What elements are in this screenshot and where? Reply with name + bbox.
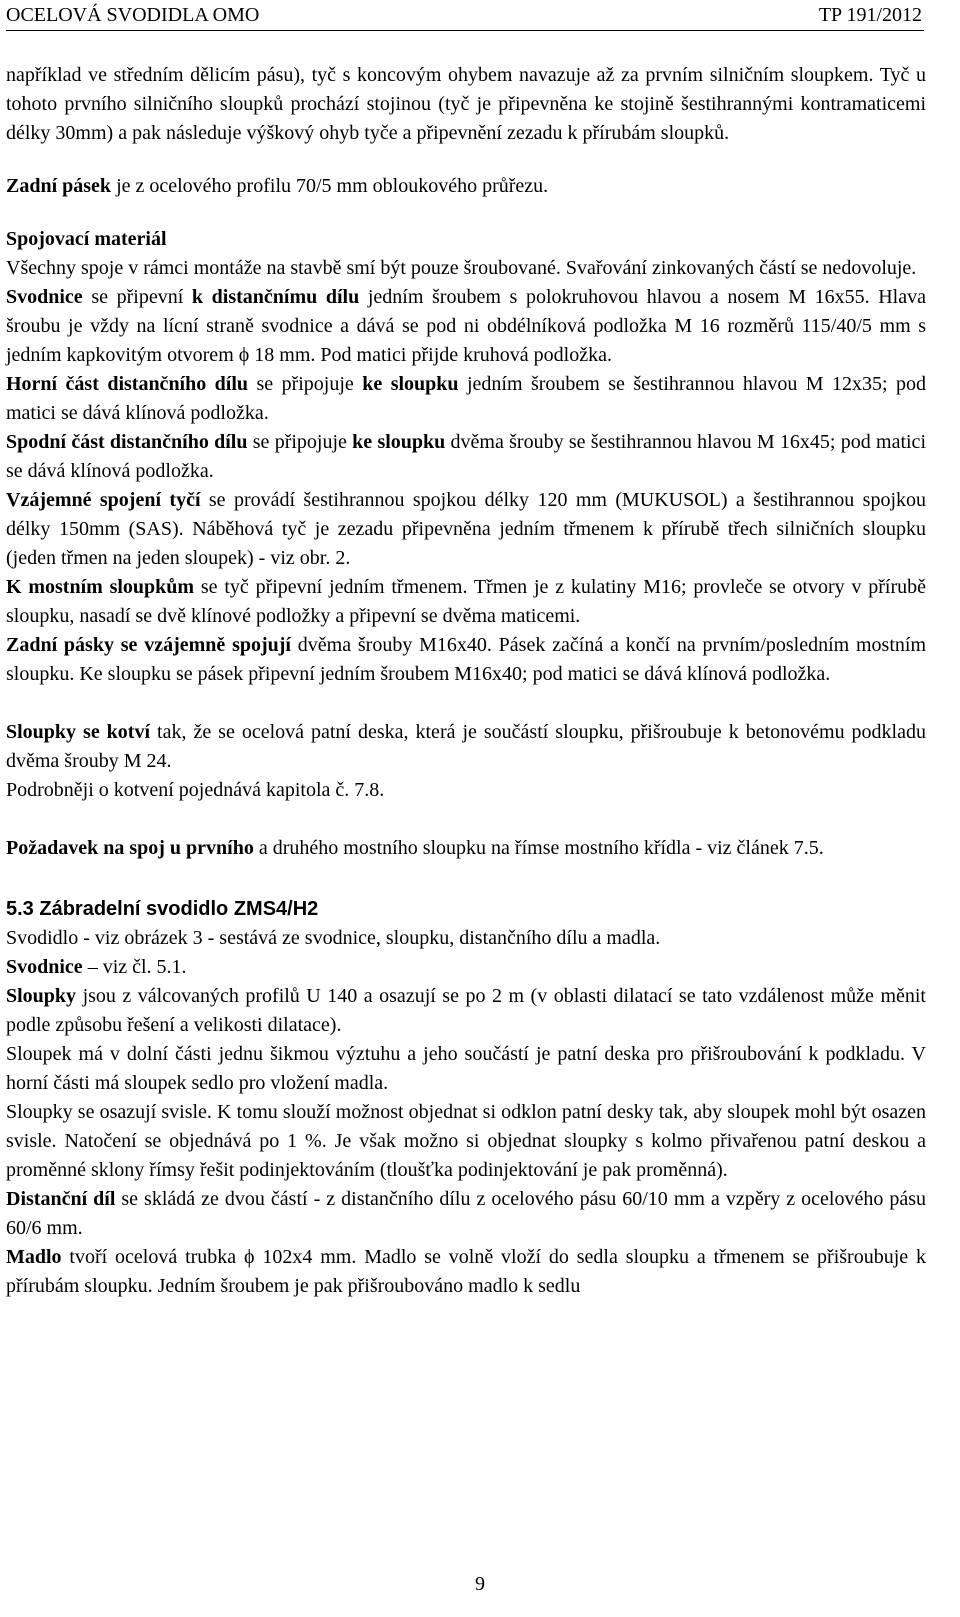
paragraph-spoje: Všechny spoje v rámci montáže na stavbě smí být pouze šroubované. Svařování zinkovaných částí se nedovoluje. (6, 257, 917, 279)
paragraph-continuation: například ve středním dělicím pásu), tyč s koncovým ohybem navazuje až za prvním silničním sloupkem. Tyč u tohoto prvního silničního sloupků prochází stojinou (tyč je připevněna ke stojině šestihrannými kontramaticemi délky 30mm) a pak následuje výškový ohyb tyče a připevnění zezadu k přírubám sloupků. (6, 64, 926, 144)
page-number: 9 (475, 1573, 485, 1595)
paragraph-mostni-sloupky: K mostním sloupkům se tyč připevní jedním třmenem. Třmen je z kulatiny M16; provleče se otvory v přírubě sloupku, nasadí se dvě klínové podložky a připevní se dvěma maticemi. (6, 576, 927, 627)
section-heading-5-3: 5.3 Zábradelní svodidlo ZMS4/H2 (6, 898, 319, 920)
paragraph-spojeni-tyci: Vzájemné spojení tyčí se provádí šestihrannou spojkou délky 120 mm (MUKUSOL) a šestihrannou spojkou délky 150mm (SAS). Náběhová tyč je zezadu připevněna jedním třmenem k přírubě třech silničních sloupku (jeden třmen na jeden sloupek) - viz obr. 2. (6, 489, 927, 569)
paragraph-madlo: Madlo tvoří ocelová trubka ϕ 102x4 mm. Madlo se volně vloží do sedla sloupku a třmenem se přišroubuje k přírubám sloupku. Jedním šroubem je pak přišroubováno madlo k sedlu (6, 1246, 926, 1297)
paragraph-sloupek-vyztuha: Sloupek má v dolní části jednu šikmou výztuhu a jeho součástí je patní deska pro přišroubování k podkladu. V horní části má sloupek sedlo pro vložení madla. (6, 1043, 926, 1094)
paragraph-kotveni-odkaz: Podrobněji o kotvení pojednává kapitola č. 7.8. (6, 779, 385, 801)
paragraph-spodni-cast: Spodní část distančního dílu se připojuje ke sloupku dvěma šrouby se šestihrannou hlavou M 16x45; pod matici se dává klínová podložka. (6, 431, 926, 482)
paragraph-osazeni: Sloupky se osazují svisle. K tomu slouží možnost objednat si odklon patní desky tak, aby sloupek mohl být osazen svisle. Natočení se objednává po 1 %. Je však možno si objednat sloupky s kolmo přivařenou patní deskou a proměnné sklony římsy řešit podinjektováním (tloušťka podinjektování je pak proměnná). (6, 1101, 926, 1181)
paragraph-pozadavek: Požadavek na spoj u prvního a druhého mostního sloupku na římse mostního křídla - viz článek 7.5. (6, 837, 824, 859)
paragraph-svodidlo-sestava: Svodidlo - viz obrázek 3 - sestává ze svodnice, sloupku, distančního dílu a madla. (6, 927, 661, 949)
running-header (0, 0, 960, 34)
paragraph-distancni-dil: Distanční díl se skládá ze dvou částí - z distančního dílu z ocelového pásu 60/10 mm a vzpěry z ocelového pásu 60/6 mm. (6, 1188, 926, 1239)
body-text (6, 61, 926, 1301)
term-zadni-pasek: Zadní pásek (6, 175, 112, 197)
paragraph-svodnice: Svodnice se připevní k distančnímu dílu jedním šroubem s polokruhovou hlavou a nosem M 16x55. Hlava šroubu je vždy na lícní straně svodnice a dává se pod ni obdélníková podložka M 16 rozměrů 115/40/5 mm s jedním kapkovitým otvorem ϕ 18 mm. Pod matici přijde kruhová podložka. (6, 286, 926, 366)
header-title: OCELOVÁ SVODIDLA OMO (6, 4, 260, 26)
heading-spojovaci-material: Spojovací materiál (6, 228, 167, 250)
paragraph-zadni-pasek: Zadní pásek je z ocelového profilu 70/5 mm obloukového průřezu. (6, 175, 549, 197)
paragraph-zadni-pasky: Zadní pásky se vzájemně spojují dvěma šrouby M16x40. Pásek začíná a končí na prvním/posledním mostním sloupku. Ke sloupku se pásek připevní jedním šroubem M16x40; pod matici se dává klínová podložka. (6, 634, 927, 685)
paragraph-svodnice-ref: Svodnice – viz čl. 5.1. (6, 956, 187, 978)
paragraph-sloupky: Sloupky jsou z válcovaných profilů U 140 a osazují se po 2 m (v oblasti dilatací se tato vzdálenost může měnit podle způsobu řešení a velikosti dilatace). (6, 985, 926, 1036)
paragraph-horni-cast: Horní část distančního dílu se připojuje ke sloupku jedním šroubem se šestihrannou hlavou M 12x35; pod matici se dává klínová podložka. (6, 373, 927, 424)
header-rule (6, 30, 924, 31)
paragraph-kotveni: Sloupky se kotví tak, že se ocelová patní deska, která je součástí sloupku, přišroubuje k betonovému podkladu dvěma šrouby M 24. (6, 721, 926, 772)
header-doc-number: TP 191/2012 (818, 4, 922, 26)
